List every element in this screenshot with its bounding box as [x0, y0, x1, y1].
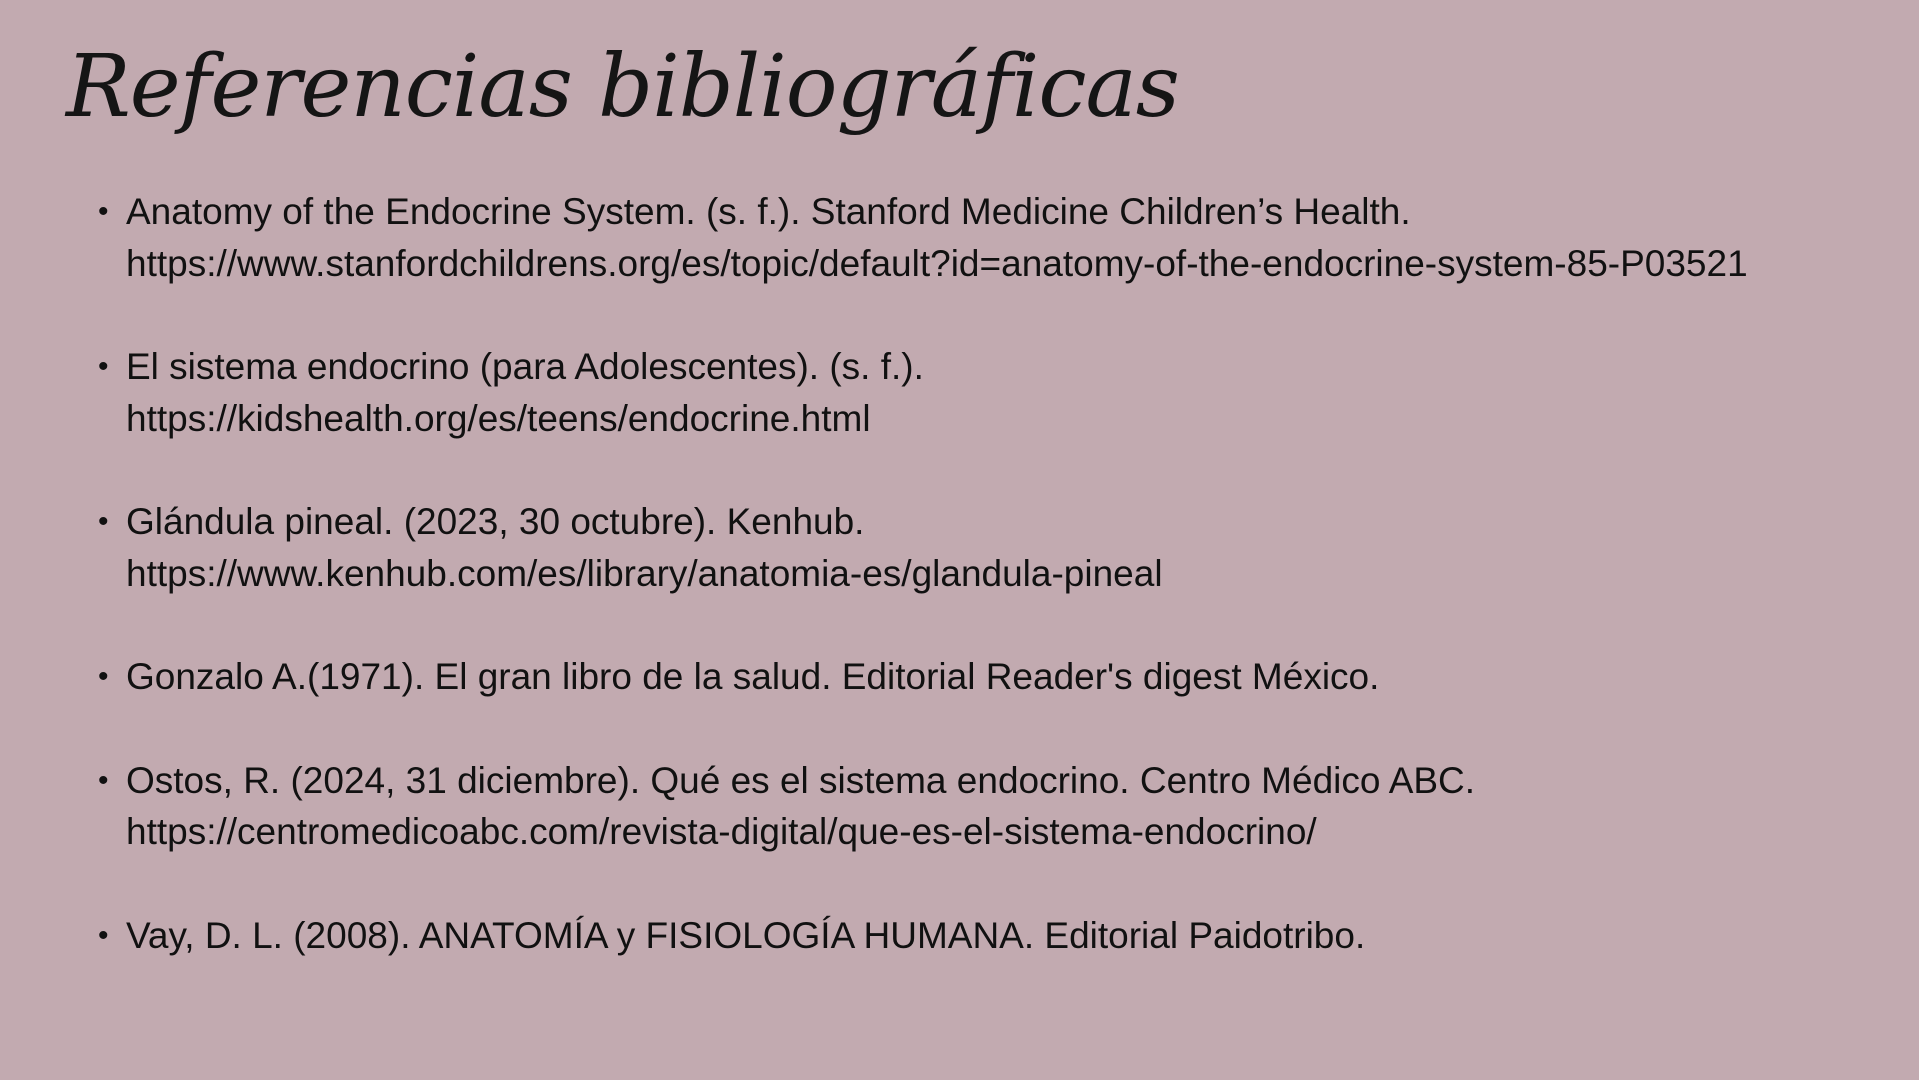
page-title: Referencias bibliográficas	[66, 37, 1179, 137]
bullet-dot-icon: •	[98, 763, 109, 797]
reference-text: Ostos, R. (2024, 31 diciembre). Qué es el sistema endocrino. Centro Médico ABC.	[126, 759, 1476, 801]
list-item	[98, 341, 1856, 444]
reference-url: https://kidshealth.org/es/teens/endocrine.html	[126, 397, 871, 439]
reference-text: Glándula pineal. (2023, 30 octubre). Kenhub.	[126, 501, 865, 542]
reference-text: Anatomy of the Endocrine System. (s. f.). Stanford Medicine Children’s Health.	[126, 191, 1411, 232]
bullet-dot-icon: •	[98, 350, 109, 383]
list-item	[98, 651, 1856, 703]
list-item	[98, 910, 1856, 962]
reference-text: El sistema endocrino (para Adolescentes). (s. f.).	[126, 346, 924, 387]
bullet-dot-icon: •	[98, 660, 109, 693]
list-item	[98, 496, 1856, 599]
bullet-dot-icon: •	[98, 195, 109, 228]
reference-url: https://www.stanfordchildrens.org/es/topic/default?id=anatomy-of-the-endocrine-system-85-P03521	[126, 242, 1748, 284]
bullet-dot-icon: •	[98, 918, 109, 952]
reference-text: Gonzalo A.(1971). El gran libro de la salud. Editorial Reader's digest México.	[126, 656, 1380, 697]
reference-url: https://www.kenhub.com/es/library/anatomia-es/glandula-pineal	[126, 552, 1163, 594]
list-item	[98, 755, 1856, 858]
list-item	[98, 186, 1856, 289]
reference-text: Vay, D. L. (2008). ANATOMÍA y FISIOLOGÍA HUMANA. Editorial Paidotribo.	[126, 914, 1366, 956]
bullet-dot-icon: •	[98, 505, 109, 538]
reference-url: https://centromedicoabc.com/revista-digital/que-es-el-sistema-endocrino/	[126, 811, 1317, 852]
reference-list	[98, 186, 1856, 961]
